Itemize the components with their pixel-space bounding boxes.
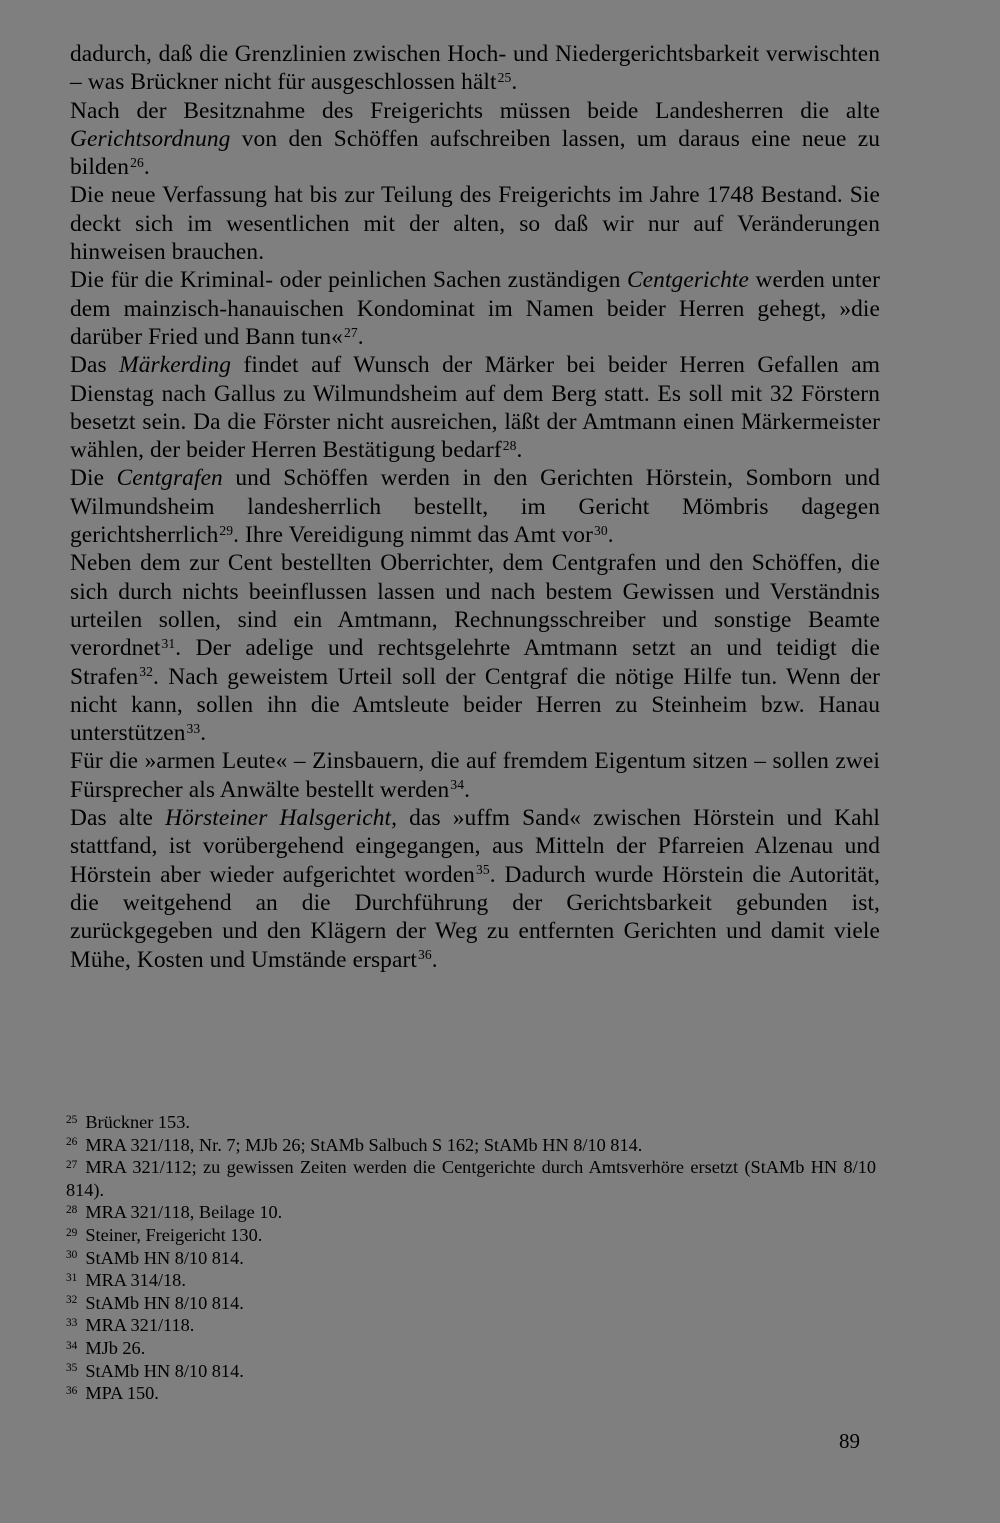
footnote-reference: 34 [450, 777, 465, 793]
footnote: 34 MJb 26. [66, 1337, 146, 1358]
text-run: findet auf Wunsch der Märker bei beider Herren Gefallen am Dienstag nach Gallus zu Wilmundsheim auf dem Berg statt. Es soll mit 32 Förstern besetzt sein. Da die Förster nicht ausreichen, läßt der Amtmann einen Märkermeister wählen, der beider Herren Bestätigung bedarf [70, 352, 880, 464]
footnote-text: MRA 314/18. [85, 1270, 186, 1291]
paragraph [70, 266, 880, 351]
text-run: dadurch, daß die Grenzlinien zwischen Hoch- und Niedergerichtsbarkeit verwischten – was Brückner nicht für ausgeschlossen hält [70, 41, 880, 96]
text-run: . [431, 946, 438, 973]
text-run: . [516, 437, 523, 464]
footnote-text: Steiner, Freigericht 130. [85, 1224, 263, 1245]
italic-term: Centgrafen [116, 465, 223, 492]
text-run: . [464, 776, 471, 803]
text-run: . [200, 720, 207, 747]
footnote: 33 MRA 321/118. [66, 1315, 195, 1336]
footnote-reference: 32 [139, 664, 154, 680]
footnote-reference: 30 [593, 522, 608, 538]
footnote-reference: 35 [475, 862, 490, 878]
italic-term: Märkerding [119, 352, 232, 379]
text-run: Die neue Verfassung hat bis zur Teilung des Freigerichts im Jahre 1748 Bestand. Sie deckt sich im wesentlichen mit der alten, so daß wir nur auf Veränderungen hinweisen brauchen. [70, 182, 880, 266]
footnote-reference: 25 [497, 69, 512, 85]
footnote-reference: 28 [502, 437, 517, 453]
text-run: Neben dem zur Cent bestellten Oberrichter, dem Centgrafen und den Schöffen, die sich durch nichts beeinflussen lassen und nach bestem Gewissen und Verständnis urteilen sollen, sind ein Amtmann, Rechnungsschreiber und sonstige Beamte verordnet [70, 550, 880, 662]
page-number: 89 [839, 1429, 860, 1453]
text-run: . Dadurch wurde Hörstein die Autorität, die weitgehend an die Durchführung der Gerichtsbarkeit gebunden ist, zurückgegeben und den Klägern der Weg zu entfernten Gerichten und damit viele Mühe, Kosten und Umstände erspart [70, 861, 880, 973]
italic-term: Gerichtsordnung [70, 125, 231, 152]
italic-term: Centgerichte [626, 267, 749, 294]
footnote-text: MRA 321/112; zu gewissen Zeiten werden die Centgerichte durch Amtsverhöre ersetzt (StAMb HN 8/10 814). [66, 1157, 876, 1200]
footnote-reference: 27 [343, 324, 358, 340]
footnote-reference: 33 [186, 720, 201, 736]
body-text [70, 40, 880, 974]
footnote-text: StAMb HN 8/10 814. [85, 1247, 244, 1268]
paragraph [70, 40, 880, 97]
text-run: Nach der Besitznahme des Freigerichts müssen beide Landesherren die alte [70, 97, 880, 124]
text-run: das »uffm Sand« zwischen Hörstein und Kahl stattfand, ist vorübergehend eingegangen, aus Mitteln der Pfarreien Alzenau und Hörstein aber wieder aufgerichtet worden [70, 805, 880, 888]
paragraph [70, 804, 880, 974]
footnote-text: MPA 150. [85, 1383, 159, 1404]
footnote-text: StAMb HN 8/10 814. [85, 1292, 244, 1313]
footnote-reference: 26 [130, 154, 144, 170]
text-run: von den Schöffen aufschreiben lassen, um daraus eine neue zu bilden [70, 125, 880, 181]
text-run: . [357, 323, 364, 350]
footnote: 27 MRA 321/112; zu gewissen Zeiten werden die Centgerichte durch Amtsverhöre ersetzt (StAMb HN 8/10 814). [66, 1157, 876, 1200]
footnote-text: MJb 26. [85, 1337, 146, 1358]
text-run: Die [70, 465, 117, 492]
paragraph [70, 464, 880, 549]
footnote: 28 MRA 321/118, Beilage 10. [66, 1202, 283, 1223]
paragraph [70, 549, 880, 747]
footnote: 30 StAMb HN 8/10 814. [66, 1247, 244, 1268]
footnote-text: MRA 321/118, Beilage 10. [85, 1202, 283, 1223]
footnote: 26 MRA 321/118, Nr. 7; MJb 26; StAMb Salbuch S 162; StAMb HN 8/10 814. [66, 1134, 643, 1155]
paragraph [70, 181, 880, 266]
footnote-text: StAMb HN 8/10 814. [85, 1360, 244, 1381]
footnote: 32 StAMb HN 8/10 814. [66, 1292, 244, 1313]
paragraph [70, 747, 880, 804]
text-run: . Ihre Vereidigung nimmt das Amt vor [233, 522, 593, 549]
footnote: 25 Brückner 153. [66, 1112, 190, 1132]
footnote: 35 StAMb HN 8/10 814. [66, 1360, 244, 1381]
footnote: 36 MPA 150. [66, 1383, 159, 1404]
footnote-text: MRA 321/118, Nr. 7; MJb 26; StAMb Salbuch S 162; StAMb HN 8/10 814. [85, 1134, 643, 1155]
text-run: . [607, 522, 614, 549]
footnote-text: Brückner 153. [85, 1112, 190, 1132]
text-run: und Schöffen werden in den Gerichten Hörstein, Somborn und Wilmundsheim landesherrlich bestellt, im Gericht Mömbris dagegen gerichtsherrlich [70, 465, 880, 549]
text-run: . Nach geweistem Urteil soll der Centgraf die nötige Hilfe tun. Wenn der nicht kann, sollen ihn die Amtsleute beider Herren zu Steinheim bzw. Hanau unterstützen [70, 663, 880, 747]
text-run: Das alte [70, 805, 166, 832]
text-run: . [143, 154, 150, 181]
text-run: Die für die Kriminal- oder peinlichen Sachen zuständigen [70, 267, 627, 294]
paragraph [70, 97, 880, 182]
footnote-reference: 36 [417, 947, 432, 963]
text-run: . [511, 69, 518, 96]
text-run: . Der adelige und rechtsgelehrte Amtmann setzt an und teidigt die Strafen [70, 635, 880, 690]
footnote: 29 Steiner, Freigericht 130. [66, 1224, 263, 1245]
text-run: Für die »armen Leute« – Zinsbauern, die auf fremdem Eigentum sitzen – sollen zwei Fürsprecher als Anwälte bestellt werden [70, 748, 880, 803]
text-run: Das [70, 352, 120, 379]
text-run: werden unter dem mainzisch-hanauischen Kondominat im Namen beider Herren gehegt, »die darüber Fried und Bann tun« [70, 267, 880, 350]
footnote: 31 MRA 314/18. [66, 1270, 186, 1291]
footnotes [66, 1111, 876, 1405]
italic-term: Hörsteiner Halsgericht, [165, 805, 398, 832]
paragraph [70, 351, 880, 464]
footnote-text: MRA 321/118. [85, 1315, 195, 1336]
footnote-reference: 31 [161, 635, 176, 651]
footnote-reference: 29 [219, 522, 234, 538]
